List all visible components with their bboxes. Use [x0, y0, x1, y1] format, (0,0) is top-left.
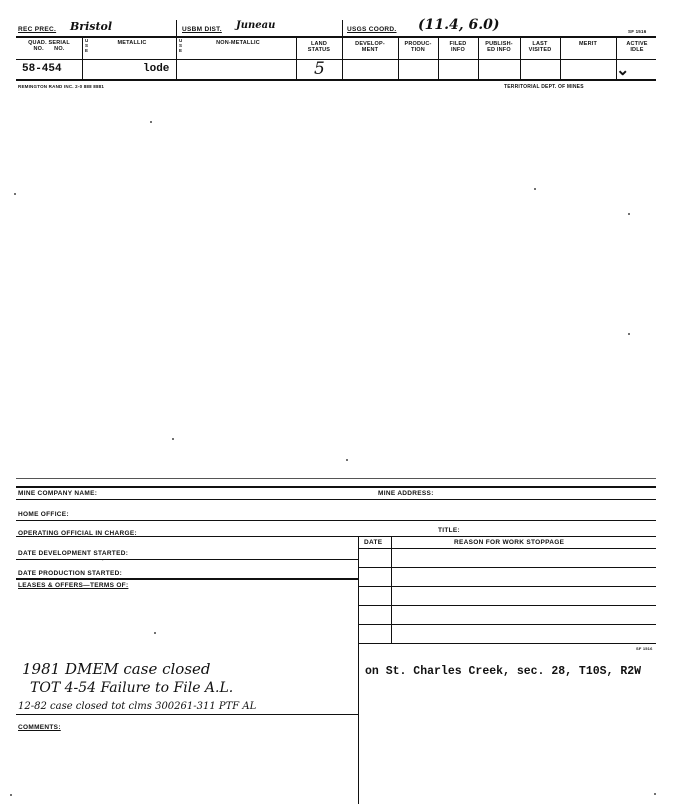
record-land-status: 5 [314, 59, 325, 79]
leases-label: LEASES & OFFERS—TERMS OF: [18, 582, 129, 589]
record-active-idle: ⌄ [616, 62, 630, 79]
col-quad-serial: QUAD. SERIAL NO. NO. [28, 40, 70, 52]
handwritten-note-2: TOT 4-54 Failure to File A.L. [30, 680, 234, 696]
col-use-1: U S E [85, 38, 89, 53]
record-metallic: lode [143, 63, 170, 75]
date-header: DATE [364, 539, 383, 546]
col-filed-info: FILED INFO [449, 41, 467, 53]
col-production: PRODUC- TION [404, 41, 432, 53]
col-active-idle: ACTIVE IDLE [626, 41, 648, 53]
usbm-dist-label: USBM DIST. [182, 26, 222, 33]
home-office-label: HOME OFFICE: [18, 511, 69, 518]
lower-form-number: SF 1516 [636, 646, 653, 651]
usbm-dist-value: Juneau [236, 20, 276, 31]
col-use-2: U S E [179, 38, 183, 53]
title-label: TITLE: [438, 527, 461, 534]
record-quad-serial: 58-454 [22, 63, 62, 75]
department-name: TERRITORIAL DEPT. OF MINES [504, 84, 584, 90]
mine-address-label: MINE ADDRESS: [378, 490, 434, 497]
col-last-visited: LAST VISITED [528, 41, 552, 53]
mine-company-name-label: MINE COMPANY NAME: [18, 490, 98, 497]
col-published-info: PUBLISH- ED INFO [485, 41, 513, 53]
col-land-status: LAND STATUS [307, 41, 331, 53]
printer-note: REMINGTON RAND INC. 2-0 888 8881 [18, 84, 105, 89]
col-merit: MERIT [578, 41, 598, 47]
rec-prec-value: Bristol [70, 20, 113, 33]
col-development: DEVELOP- MENT [355, 41, 385, 53]
col-non-metallic: NON-METALLIC [216, 40, 260, 46]
usgs-coord-label: USGS COORD. [347, 26, 397, 33]
date-development-label: DATE DEVELOPMENT STARTED: [18, 550, 129, 557]
operating-official-label: OPERATING OFFICIAL IN CHARGE: [18, 530, 137, 537]
comments-label: COMMENTS: [18, 724, 61, 731]
typed-location: on St. Charles Creek, sec. 28, T10S, R2W [365, 665, 642, 678]
handwritten-note-3: 12-82 case closed tot clms 300261-311 PTF AL [18, 701, 257, 712]
handwritten-note-1: 1981 DMEM case closed [22, 660, 211, 678]
col-metallic: METALLIC [117, 40, 147, 46]
usgs-coord-value: (11.4, 6.0) [418, 17, 500, 33]
rec-prec-label: REC PREC. [18, 26, 57, 33]
date-production-label: DATE PRODUCTION STARTED: [18, 570, 123, 577]
header-form-number: SF 1516 [628, 29, 647, 34]
reason-header: REASON FOR WORK STOPPAGE [454, 539, 565, 546]
